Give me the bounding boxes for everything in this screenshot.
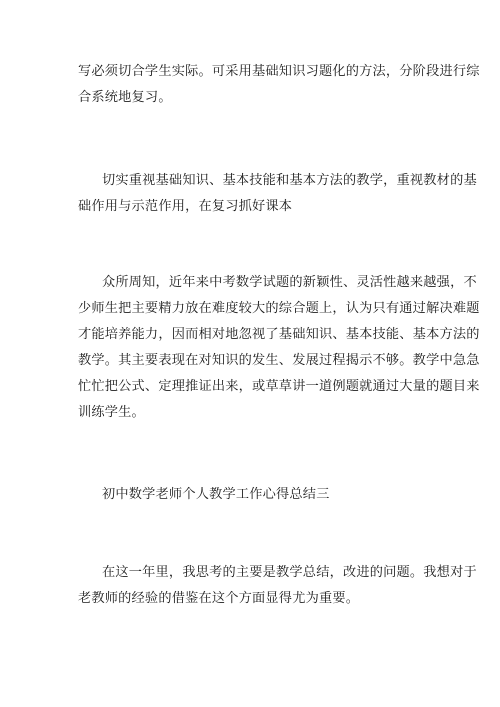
paragraph-line: 少师生把主要精力放在难度较大的综合题上，认为只有通过解决难题 bbox=[78, 301, 480, 316]
paragraph-line: 忙忙把公式、定理推证出来，或草草讲一道例题就通过大量的题目来 bbox=[78, 379, 480, 394]
paragraph-line: 才能培养能力，因而相对地忽视了基础知识、基本技能、基本方法的 bbox=[78, 327, 480, 342]
paragraph-line: 合系统地复习。 bbox=[78, 90, 172, 105]
paragraph-common-knowledge bbox=[78, 270, 480, 426]
paragraph-line: 众所周知，近年来中考数学试题的新颖性、灵活性越来越强，不 bbox=[102, 275, 477, 290]
paragraph-emphasize-basics bbox=[78, 168, 477, 220]
paragraph-line: 在这一年里，我思考的主要是教学总结，改进的问题。我想对于 bbox=[102, 565, 477, 580]
paragraph-line: 切实重视基础知识、基本技能和基本方法的教学，重视教材的基 bbox=[102, 173, 477, 188]
paragraph-line: 训练学生。 bbox=[78, 405, 145, 420]
paragraph-line: 础作用与示范作用，在复习抓好课本 bbox=[78, 199, 293, 214]
paragraph-line: 写必须切合学生实际。可采用基础知识习题化的方法，分阶段进行综 bbox=[78, 64, 480, 79]
paragraph-this-year bbox=[78, 560, 477, 612]
section-heading bbox=[78, 482, 428, 508]
paragraph-line: 教学。其主要表现在对知识的发生、发展过程揭示不够。教学中急急 bbox=[78, 353, 480, 368]
paragraph-line: 老教师的经验的借鉴在这个方面显得尤为重要。 bbox=[78, 591, 360, 606]
heading-line: 初中数学老师个人教学工作心得总结三 bbox=[102, 487, 330, 502]
paragraph-review-method bbox=[78, 59, 480, 111]
